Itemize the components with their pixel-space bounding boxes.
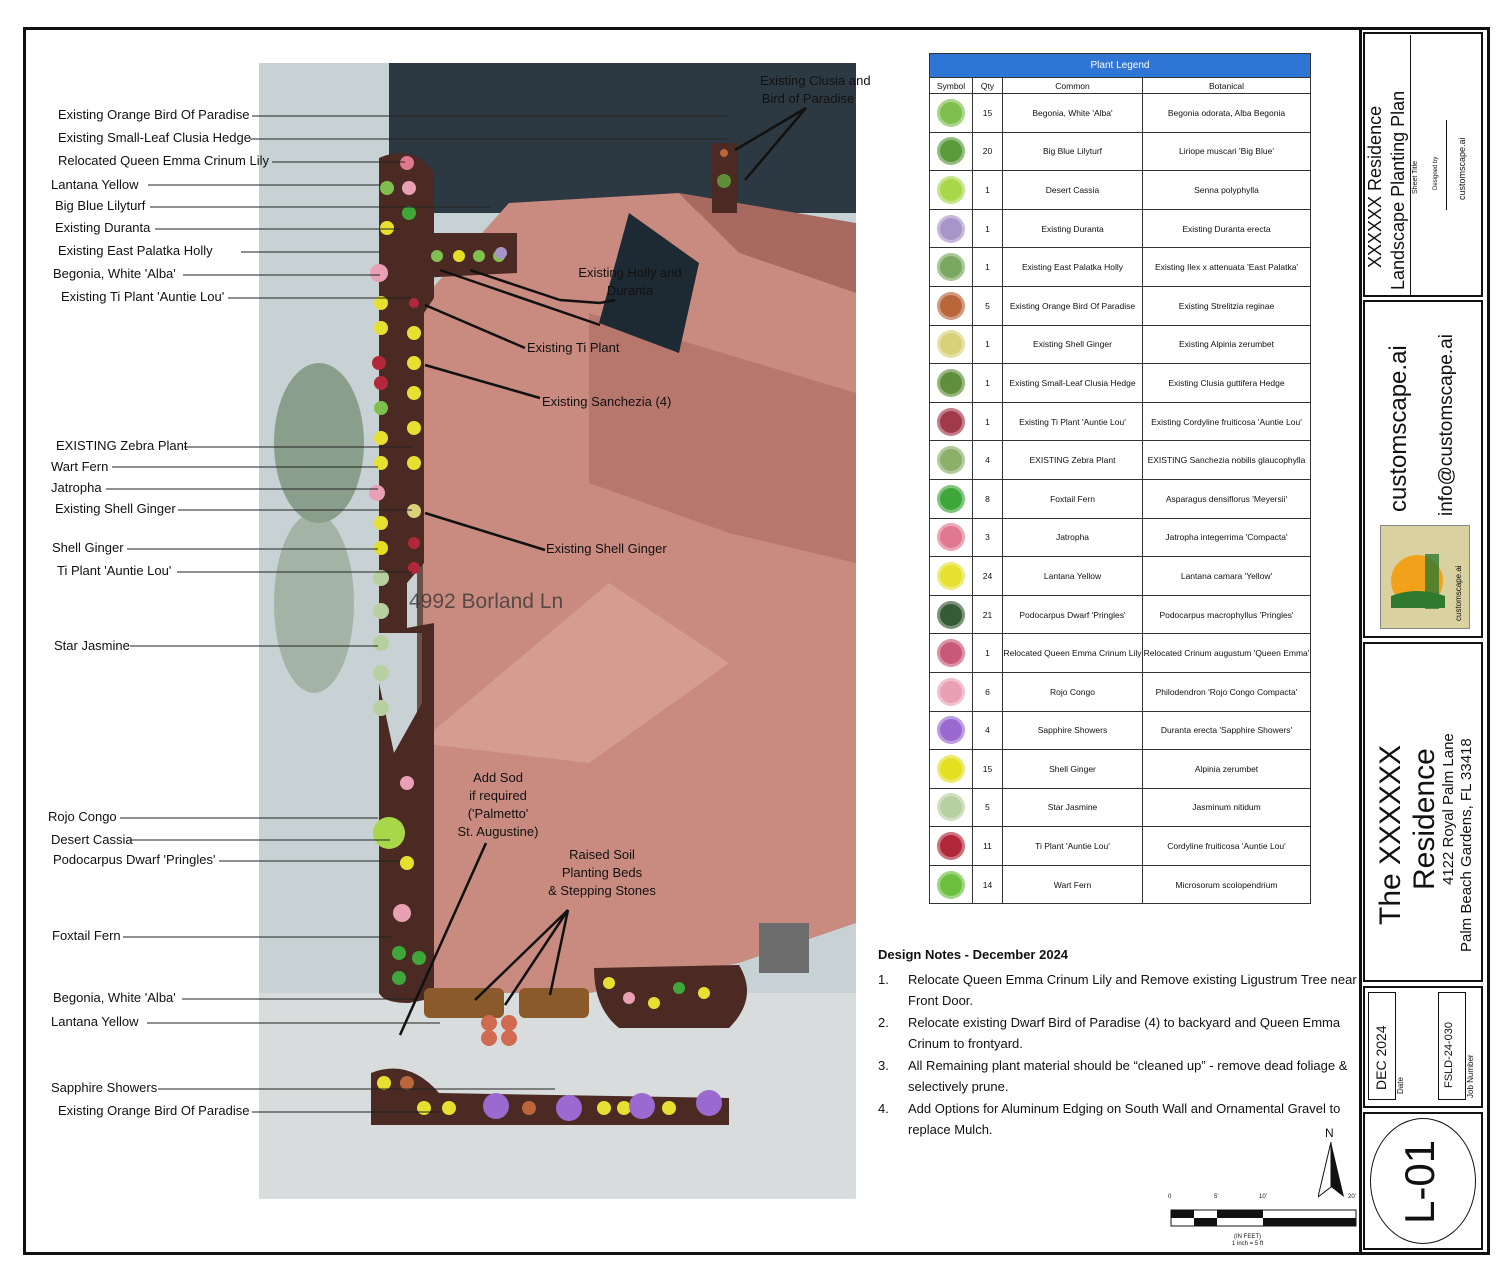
legend-botanical-name: Liriope muscari 'Big Blue' xyxy=(1143,132,1311,171)
callout-raised-beds xyxy=(540,846,664,900)
legend-header-botanical: Botanical xyxy=(1143,78,1311,94)
legend-row xyxy=(930,132,1311,171)
legend-qty: 15 xyxy=(973,750,1003,789)
legend-common-name: Rojo Congo xyxy=(1003,672,1143,711)
legend-botanical-name: Senna polyphylla xyxy=(1143,171,1311,210)
legend-row xyxy=(930,518,1311,557)
legend-qty: 1 xyxy=(973,248,1003,287)
legend-common-name: Ti Plant 'Auntie Lou' xyxy=(1003,827,1143,866)
label-lantana-yellow-2: Lantana Yellow xyxy=(51,1014,139,1029)
callout-raised-line1: Raised Soil xyxy=(569,847,635,862)
legend-row xyxy=(930,171,1311,210)
label-wart-fern: Wart Fern xyxy=(51,459,109,474)
scale-bar xyxy=(1168,1202,1358,1232)
legend-symbol-cell xyxy=(930,171,973,210)
legend-symbol-cell xyxy=(930,711,973,750)
label-zebra-plant: EXISTING Zebra Plant xyxy=(56,438,188,453)
legend-botanical-name: Philodendron 'Rojo Congo Compacta' xyxy=(1143,672,1311,711)
callout-holly-line2: Duranta xyxy=(606,283,654,298)
legend-qty: 1 xyxy=(973,171,1003,210)
callout-holly-line1: Existing Holly and xyxy=(578,265,682,280)
legend-common-name: Big Blue Lilyturf xyxy=(1003,132,1143,171)
legend-qty: 4 xyxy=(973,441,1003,480)
callout-clusia-line2: Bird of Paradise xyxy=(761,91,855,106)
legend-common-name: Begonia, White 'Alba' xyxy=(1003,94,1143,133)
scale-ratio: 1 inch = 5 ft xyxy=(1232,1241,1264,1247)
design-note-item xyxy=(878,1012,1358,1055)
logo-text: customscape.ai xyxy=(1454,565,1463,621)
legend-qty: 1 xyxy=(973,209,1003,248)
legend-qty: 4 xyxy=(973,711,1003,750)
legend-row xyxy=(930,827,1311,866)
label-desert-cassia: Desert Cassia xyxy=(51,832,133,847)
legend-row xyxy=(930,634,1311,673)
plant-symbol-icon xyxy=(937,832,965,860)
label-east-palatka-holly: Existing East Palatka Holly xyxy=(58,243,213,258)
plant-symbol-icon xyxy=(937,99,965,127)
callout-sod-line4: St. Augustine) xyxy=(457,824,539,839)
label-sapphire-showers: Sapphire Showers xyxy=(51,1080,158,1095)
legend-symbol-cell xyxy=(930,557,973,596)
label-ti-plant: Ti Plant 'Auntie Lou' xyxy=(57,563,172,578)
design-notes xyxy=(878,944,1358,1141)
legend-common-name: Existing Ti Plant 'Auntie Lou' xyxy=(1003,402,1143,441)
design-note-item xyxy=(878,969,1358,1012)
plant-symbol-icon xyxy=(937,446,965,474)
residence-address-line2: Palm Beach Gardens, FL 33418 xyxy=(1458,738,1475,952)
address-text: 4992 Borland Ln xyxy=(409,590,564,613)
legend-common-name: Podocarpus Dwarf 'Pringles' xyxy=(1003,595,1143,634)
north-arrow-icon xyxy=(1318,1142,1358,1202)
legend-botanical-name: Microsorum scolopendrium xyxy=(1143,865,1311,904)
legend-common-name: EXISTING Zebra Plant xyxy=(1003,441,1143,480)
legend-botanical-name: Alpinia zerumbet xyxy=(1143,750,1311,789)
legend-row xyxy=(930,479,1311,518)
scale-tick-20: 20' xyxy=(1348,1194,1356,1200)
legend-qty: 24 xyxy=(973,557,1003,596)
legend-symbol-cell xyxy=(930,750,973,789)
design-notes-title: Design Notes - December 2024 xyxy=(878,947,1069,962)
legend-botanical-name: Relocated Crinum augustum 'Queen Emma' xyxy=(1143,634,1311,673)
legend-common-name: Sapphire Showers xyxy=(1003,711,1143,750)
plant-symbol-icon xyxy=(937,562,965,590)
sheet-title-line2: Landscape Planting Plan xyxy=(1388,90,1408,290)
title-block-divider xyxy=(1359,27,1362,1255)
legend-symbol-cell xyxy=(930,441,973,480)
legend-symbol-cell xyxy=(930,479,973,518)
legend-symbol-cell xyxy=(930,132,973,171)
scale-units: (IN FEET) xyxy=(1234,1234,1261,1240)
legend-symbol-cell xyxy=(930,248,973,287)
legend-qty: 21 xyxy=(973,595,1003,634)
legend-botanical-name: Jasminum nitidum xyxy=(1143,788,1311,827)
legend-botanical-name: Existing Cordyline fruiticosa 'Auntie Lou' xyxy=(1143,402,1311,441)
legend-qty: 1 xyxy=(973,325,1003,364)
designed-by-label: Designed by xyxy=(1433,156,1439,190)
callout-existing-shell-ginger: Existing Shell Ginger xyxy=(546,541,667,556)
callout-sod-line3: ('Palmetto' xyxy=(467,806,529,821)
legend-botanical-name: Podocarpus macrophyllus 'Pringles' xyxy=(1143,595,1311,634)
plant-symbol-icon xyxy=(937,137,965,165)
legend-botanical-name: Existing Alpinia zerumbet xyxy=(1143,325,1311,364)
legend-common-name: Jatropha xyxy=(1003,518,1143,557)
label-shell-ginger: Shell Ginger xyxy=(52,540,124,555)
legend-row xyxy=(930,209,1311,248)
label-existing-duranta: Existing Duranta xyxy=(55,220,151,235)
note-text: All Remaining plant material should be “cleaned up” - remove dead foliage & selectively prune. xyxy=(908,1057,1348,1094)
label-rojo-congo: Rojo Congo xyxy=(48,809,117,824)
legend-qty: 6 xyxy=(973,672,1003,711)
sheet-number: L-01 xyxy=(1396,1139,1443,1224)
legend-botanical-name: Duranta erecta 'Sapphire Showers' xyxy=(1143,711,1311,750)
legend-botanical-name: Begonia odorata, Alba Begonia xyxy=(1143,94,1311,133)
legend-botanical-name: Existing Clusia guttifera Hedge xyxy=(1143,364,1311,403)
label-orange-bird-of-paradise: Existing Orange Bird Of Paradise xyxy=(58,107,250,122)
legend-symbol-cell xyxy=(930,788,973,827)
legend-symbol-cell xyxy=(930,865,973,904)
legend-botanical-name: EXISTING Sanchezia nobilis glaucophylla xyxy=(1143,441,1311,480)
note-text: Add Options for Aluminum Edging on South Wall and Ornamental Gravel to replace Mulch. xyxy=(908,1100,1341,1137)
legend-symbol-cell xyxy=(930,286,973,325)
legend-symbol-cell xyxy=(930,325,973,364)
label-podocarpus: Podocarpus Dwarf 'Pringles' xyxy=(53,852,216,867)
legend-row xyxy=(930,788,1311,827)
legend-common-name: Existing Shell Ginger xyxy=(1003,325,1143,364)
plant-symbol-icon xyxy=(937,408,965,436)
legend-row xyxy=(930,248,1311,287)
scale-tick-0: 0 xyxy=(1168,1194,1172,1200)
legend-common-name: Desert Cassia xyxy=(1003,171,1143,210)
legend-title: Plant Legend xyxy=(930,54,1311,78)
legend-common-name: Wart Fern xyxy=(1003,865,1143,904)
legend-common-name: Existing Orange Bird Of Paradise xyxy=(1003,286,1143,325)
legend-header-common: Common xyxy=(1003,78,1143,94)
callout-holly-duranta xyxy=(570,264,690,300)
plant-symbol-icon xyxy=(937,369,965,397)
callout-clusia xyxy=(760,72,871,108)
design-note-item xyxy=(878,1055,1358,1098)
legend-header-qty: Qty xyxy=(973,78,1003,94)
plant-symbol-icon xyxy=(937,871,965,899)
callout-sod-line2: if required xyxy=(469,788,527,803)
legend-botanical-name: Existing Strelitzia reginae xyxy=(1143,286,1311,325)
design-note-item xyxy=(878,1098,1358,1141)
legend-common-name: Relocated Queen Emma Crinum Lily xyxy=(1003,634,1143,673)
legend-row xyxy=(930,364,1311,403)
legend-common-name: Lantana Yellow xyxy=(1003,557,1143,596)
label-begonia-alba-2: Begonia, White 'Alba' xyxy=(53,990,176,1005)
sheet-title-label: Sheet Title xyxy=(1412,160,1419,194)
sheet-title-line1: XXXXXX Residence xyxy=(1365,105,1385,268)
note-number: 1. xyxy=(878,971,889,987)
legend-symbol-cell xyxy=(930,209,973,248)
label-queen-emma-crinum: Relocated Queen Emma Crinum Lily xyxy=(58,153,269,168)
job-number-label: Job Number xyxy=(1466,1054,1475,1098)
date-label: Date xyxy=(1396,1077,1405,1094)
north-label: N xyxy=(1325,1126,1334,1140)
legend-row xyxy=(930,557,1311,596)
legend-row xyxy=(930,595,1311,634)
design-notes-list xyxy=(878,969,1358,1141)
legend-qty: 1 xyxy=(973,402,1003,441)
label-begonia-alba: Begonia, White 'Alba' xyxy=(53,266,176,281)
legend-common-name: Existing Duranta xyxy=(1003,209,1143,248)
legend-row xyxy=(930,711,1311,750)
label-big-blue-lilyturf: Big Blue Lilyturf xyxy=(55,198,146,213)
legend-body xyxy=(930,94,1311,904)
legend-row xyxy=(930,402,1311,441)
plant-symbol-icon xyxy=(937,639,965,667)
residence-line1: The XXXXXX xyxy=(1374,744,1407,925)
scale-tick-5: 5' xyxy=(1214,1194,1219,1200)
plant-symbol-icon xyxy=(937,678,965,706)
company-name: customscape.ai xyxy=(1385,345,1412,512)
callout-add-sod xyxy=(444,769,552,841)
legend-row xyxy=(930,325,1311,364)
legend-common-name: Shell Ginger xyxy=(1003,750,1143,789)
designed-by-value: customscape.ai xyxy=(1457,137,1467,200)
legend-qty: 14 xyxy=(973,865,1003,904)
legend-qty: 11 xyxy=(973,827,1003,866)
legend-symbol-cell xyxy=(930,634,973,673)
legend-common-name: Existing East Palatka Holly xyxy=(1003,248,1143,287)
plant-symbol-icon xyxy=(937,601,965,629)
legend-common-name: Existing Small-Leaf Clusia Hedge xyxy=(1003,364,1143,403)
job-number-value: FSLD-24-030 xyxy=(1443,1021,1455,1088)
plant-symbol-icon xyxy=(937,330,965,358)
label-existing-shell-ginger: Existing Shell Ginger xyxy=(55,501,176,516)
legend-botanical-name: Existing Duranta erecta xyxy=(1143,209,1311,248)
label-jatropha: Jatropha xyxy=(51,480,102,495)
note-number: 2. xyxy=(878,1014,889,1030)
legend-botanical-name: Jatropha integerrima 'Compacta' xyxy=(1143,518,1311,557)
plant-legend-table xyxy=(929,53,1311,904)
callout-sod-line1: Add Sod xyxy=(473,770,523,785)
label-orange-bird-of-paradise-2: Existing Orange Bird Of Paradise xyxy=(58,1103,250,1118)
plant-symbol-icon xyxy=(937,215,965,243)
legend-row xyxy=(930,672,1311,711)
legend-qty: 1 xyxy=(973,364,1003,403)
legend-qty: 5 xyxy=(973,286,1003,325)
legend-common-name: Star Jasmine xyxy=(1003,788,1143,827)
legend-header-symbol: Symbol xyxy=(930,78,973,94)
legend-qty: 3 xyxy=(973,518,1003,557)
note-text: Relocate Queen Emma Crinum Lily and Remove existing Ligustrum Tree near Front Door. xyxy=(908,971,1357,1008)
company-email: info@customscape.ai xyxy=(1436,334,1457,516)
legend-row xyxy=(930,441,1311,480)
residence-address-line1: 4122 Royal Palm Lane xyxy=(1440,733,1457,885)
callout-sanchezia: Existing Sanchezia (4) xyxy=(542,394,672,409)
plant-symbol-icon xyxy=(937,292,965,320)
legend-qty: 1 xyxy=(973,634,1003,673)
label-star-jasmine: Star Jasmine xyxy=(54,638,130,653)
legend-qty: 5 xyxy=(973,788,1003,827)
title-rule xyxy=(1410,35,1411,295)
legend-row xyxy=(930,750,1311,789)
plant-symbol-icon xyxy=(937,485,965,513)
plant-symbol-icon xyxy=(937,793,965,821)
legend-symbol-cell xyxy=(930,364,973,403)
plant-symbol-icon xyxy=(937,755,965,783)
legend-botanical-name: Asparagus densiflorus 'Meyersii' xyxy=(1143,479,1311,518)
legend-qty: 20 xyxy=(973,132,1003,171)
callout-raised-line2: Planting Beds xyxy=(561,865,643,880)
note-number: 4. xyxy=(878,1100,889,1116)
legend-botanical-name: Cordyline fruiticosa 'Auntie Lou' xyxy=(1143,827,1311,866)
legend-symbol-cell xyxy=(930,595,973,634)
legend-row xyxy=(930,865,1311,904)
legend-row xyxy=(930,94,1311,133)
legend-symbol-cell xyxy=(930,672,973,711)
title-rule xyxy=(1446,120,1447,210)
legend-botanical-name: Lantana camara 'Yellow' xyxy=(1143,557,1311,596)
legend-symbol-cell xyxy=(930,402,973,441)
date-value: DEC 2024 xyxy=(1373,1025,1389,1090)
label-existing-ti-plant: Existing Ti Plant 'Auntie Lou' xyxy=(61,289,225,304)
label-foxtail-fern: Foxtail Fern xyxy=(52,928,121,943)
legend-symbol-cell xyxy=(930,94,973,133)
company-logo xyxy=(1380,525,1470,629)
plant-symbol-icon xyxy=(937,253,965,281)
label-small-leaf-clusia: Existing Small-Leaf Clusia Hedge xyxy=(58,130,251,145)
legend-qty: 8 xyxy=(973,479,1003,518)
legend-common-name: Foxtail Fern xyxy=(1003,479,1143,518)
plant-symbol-icon xyxy=(937,176,965,204)
legend-qty: 15 xyxy=(973,94,1003,133)
note-number: 3. xyxy=(878,1057,889,1073)
legend-botanical-name: Existing Ilex x attenuata 'East Palatka' xyxy=(1143,248,1311,287)
plant-symbol-icon xyxy=(937,716,965,744)
callout-existing-ti-plant: Existing Ti Plant xyxy=(527,340,620,355)
legend-row xyxy=(930,286,1311,325)
note-text: Relocate existing Dwarf Bird of Paradise (4) to backyard and Queen Emma Crinum to frontyard. xyxy=(908,1014,1341,1051)
plant-symbol-icon xyxy=(937,523,965,551)
residence-line2: Residence xyxy=(1408,748,1441,890)
scale-tick-10: 10' xyxy=(1259,1194,1267,1200)
callout-clusia-line1: Existing Clusia and xyxy=(760,73,871,88)
legend-symbol-cell xyxy=(930,518,973,557)
legend-symbol-cell xyxy=(930,827,973,866)
label-lantana-yellow: Lantana Yellow xyxy=(51,177,139,192)
callout-raised-line3: & Stepping Stones xyxy=(548,883,656,898)
